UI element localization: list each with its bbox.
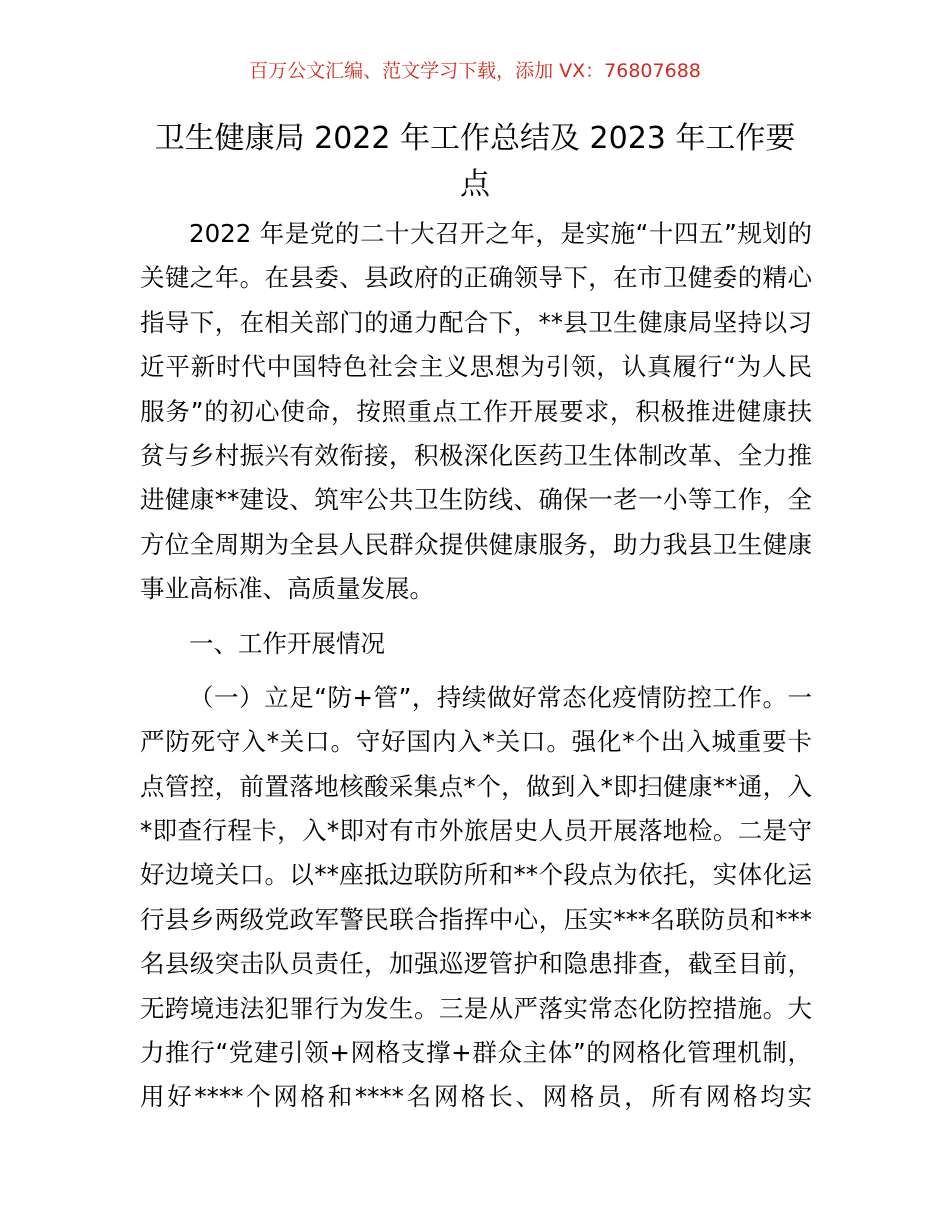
text-line: 行县乡两级党政军警民联合指挥中心，压实***名联防员和*** xyxy=(140,904,812,934)
document-body xyxy=(140,212,812,1120)
title-line-2: 点 xyxy=(460,167,490,202)
text-line: 服务”的初心使命，按照重点工作开展要求，积极推进健康扶 xyxy=(140,396,812,426)
document-title xyxy=(140,116,810,208)
text-line: 力推行“党建引领+网格支撑+群众主体”的网格化管理机制， xyxy=(140,1038,812,1068)
text-line: 点管控，前置落地核酸采集点*个，做到入*即扫健康**通，入 xyxy=(140,771,812,801)
text-line: 贫与乡村振兴有效衔接，积极深化医药卫生体制改革、全力推 xyxy=(140,440,812,470)
promo-header: 百万公文汇编、范文学习下载，添加 VX：76807688 xyxy=(249,60,701,82)
text-line: （一）立足“防+管”，持续做好常态化疫情防控工作。一 xyxy=(189,682,812,712)
text-line: 好边境关口。以**座抵边联防所和**个段点为依托，实体化运 xyxy=(140,860,812,890)
text-line: 无跨境违法犯罪行为发生。三是从严落实常态化防控措施。大 xyxy=(140,993,812,1023)
text-line: 事业高标准、高质量发展。 xyxy=(140,574,434,604)
text-line: 进健康**建设、筑牢公共卫生防线、确保一老一小等工作，全 xyxy=(140,485,812,515)
text-line: 指导下，在相关部门的通力配合下，**县卫生健康局坚持以习 xyxy=(140,307,812,337)
text-line: 方位全周期为全县人民群众提供健康服务，助力我县卫生健康 xyxy=(140,529,812,559)
text-line: 名县级突击队员责任，加强巡逻管护和隐患排查，截至目前， xyxy=(140,949,812,979)
title-line-1: 卫生健康局 2022 年工作总结及 2023 年工作要 xyxy=(154,121,796,156)
text-line: 用好****个网格和****名网格长、网格员，所有网格均实 xyxy=(140,1082,812,1112)
text-line: 2022 年是党的二十大召开之年，是实施“十四五”规划的 xyxy=(189,219,812,248)
paragraph-section-1 xyxy=(140,676,812,1120)
text-line: 严防死守入*关口。守好国内入*关口。强化*个出入城重要卡 xyxy=(140,727,812,757)
text-line: *即查行程卡，入*即对有市外旅居史人员开展落地检。二是守 xyxy=(140,816,812,846)
paragraph-intro xyxy=(140,212,812,612)
section-heading-text: 一、工作开展情况 xyxy=(189,628,385,658)
section-heading xyxy=(140,622,812,666)
text-line: 关键之年。在县委、县政府的正确领导下，在市卫健委的精心 xyxy=(140,263,812,293)
text-line: 近平新时代中国特色社会主义思想为引领，认真履行“为人民 xyxy=(140,352,812,382)
